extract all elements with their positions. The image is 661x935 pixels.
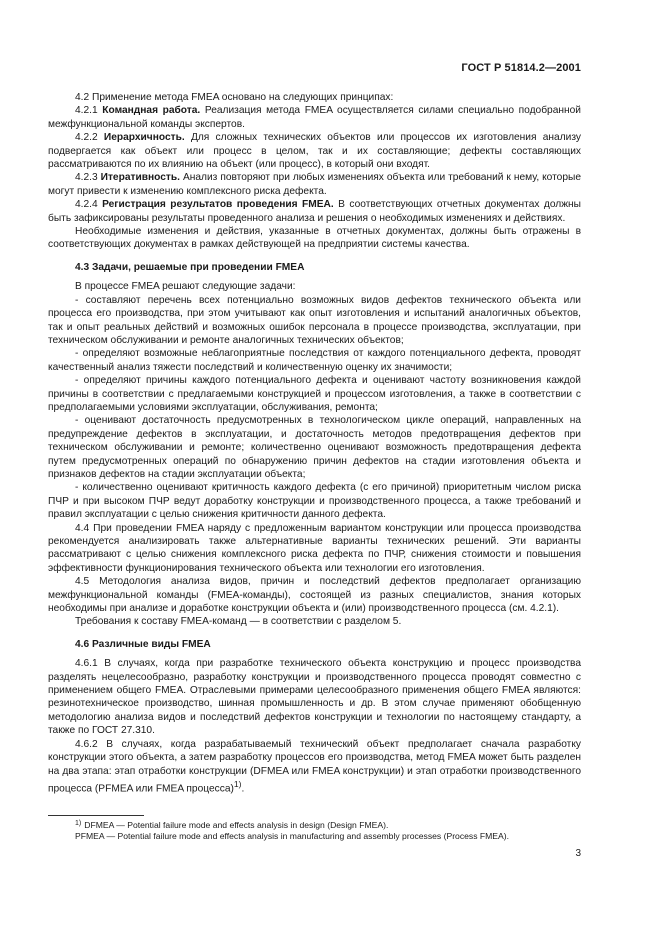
paragraph-text: Для сложных технических объектов или процессов их изготовления анализу подвергается как объект или процесс в целом, так и их составляющие; дефекты составляющих рассматриваются по их влиянию на объект (или процесс), в который они входят. [48, 132, 581, 171]
paragraph-number: 4.2.1 [75, 105, 103, 117]
paragraph-text: Реализация метода FMEA осуществляется силами специально подобранной межфункциональной команды экспертов. [48, 105, 581, 130]
footnote-divider [48, 815, 144, 816]
paragraph-4-2-4 [48, 198, 581, 225]
paragraph-4-2-4-continued: Необходимые изменения и действия, указанные в отчетных документах, должны быть отражены в соответствующих документах в рамках действующей на предприятии системы качества. [48, 226, 581, 251]
list-item: - количественно оценивают критичность каждого дефекта (с его причиной) приоритетным числом риска ПЧР и при высоком ПЧР ведут доработку конструкции и производственного процесса, а также требований и правил эксплуатации с целью снижения критичности данного дефекта. [48, 482, 581, 521]
footnote-text: DFMEA — Potential failure mode and effects analysis in design (Design FMEA). [84, 820, 389, 830]
list-item: - определяют причины каждого потенциального дефекта и оценивают частоту возникновения каждой причины в соответствии с предлагаемыми конструкцией и процессом изготовления, а также в соответствии с предполагаемыми условиями эксплуатации, обслуживания, ремонта; [48, 375, 581, 413]
paragraph-4-6-1: 4.6.1 В случаях, когда при разработке технического объекта конструкцию и процесс производства разделять нецелесообразно, разработку конструкции и производственного процесса проводят совместно с применением общего FMEA. Отраслевыми примерами целесообразного применения общего FMEA являются: резинотехническое производство, шинная промышленность и др. В этом случае применяют обобщенную методологию анализа видов и последствий дефектов конструкции и технологии по настоящему стандарту, а также по ГОСТ 27.310. [48, 658, 581, 737]
footnote-line-2: PFMEA — Potential failure mode and effects analysis in manufacturing and assembly processes (Process FMEA). [75, 831, 510, 841]
paragraph-term: Регистрация результатов проведения FMEA. [102, 199, 334, 211]
paragraph-number: 4.2.4 [75, 199, 103, 211]
section-4-3-title: 4.3 Задачи, решаемые при проведении FMEA [75, 261, 305, 273]
footnote-reference: 1) [233, 778, 242, 789]
paragraph-4-2-2 [48, 131, 581, 171]
list-item: - определяют возможные неблагоприятные последствия от каждого потенциального дефекта, проводят качественный анализ тяжести последствий и количественную оценку их значимости; [48, 348, 581, 373]
paragraph-number: 4.2.2 [75, 132, 104, 144]
section-4-3-intro: В процессе FMEA решают следующие задачи: [75, 281, 296, 293]
paragraph-term: Командная работа. [102, 105, 201, 117]
footnotes [48, 818, 581, 842]
paragraph-text: В соответствующих отчетных документах должны быть зафиксированы результаты проведенного анализа и решения о необходимых изменениях и действиях. [48, 199, 582, 224]
page-number: 3 [575, 848, 581, 859]
paragraph-text: 4.6.2 В случаях, когда разрабатываемый технический объект предполагает сначала разработку конструкции этого объекта, а затем разработку процессов его производства, метод FMEA может быть разделен на два этапа: этап отработки конструкции (DFMEA или FMEA конструкции) и этап отработки производственного процесса (PFMEA или FMEA процесса) [48, 738, 581, 795]
paragraph-4-2-3 [48, 171, 581, 198]
paragraph-text: Анализ повторяют при любых изменениях объекта или требований к нему, которые могут привести к изменению комплексного риска дефекта. [48, 172, 581, 197]
section-4-6-title: 4.6 Различные виды FMEA [75, 638, 211, 650]
paragraph-4-6-2 [48, 738, 581, 796]
document-body [48, 91, 581, 796]
paragraph-end: . [241, 783, 245, 795]
paragraph-term: Иерархичность. [103, 132, 185, 144]
paragraph-4-5-continued: Требования к составу FMEA-команд — в соответствии с разделом 5. [75, 616, 402, 628]
list-item: - составляют перечень всех потенциально возможных видов дефектов технического объекта или процесса его производства, при этом учитывают как опыт изготовления и испытаний аналогичных объектов, так и опыт реальных действий и возможных ошибок персонала в процессе производства, эксплуатации, при техническом обслуживании и ремонте аналогичных технических объектов; [48, 294, 581, 346]
paragraph-4-5: 4.5 Методология анализа видов, причин и последствий дефектов предполагает организацию межфункциональной команды (FMEA-команды), состоящей из разных специалистов, знания которых необходимы при анализе и доработке конструкции объекта и (или) производственного процесса (см. 4.2.1). [48, 576, 581, 615]
paragraph-number: 4.2.3 [75, 172, 101, 184]
paragraph-term: Итеративность. [100, 172, 180, 184]
paragraph-4-2-1 [48, 104, 581, 131]
footnote-marker: 1) [75, 820, 82, 827]
section-4-2-intro: 4.2 Применение метода FMEA основано на следующих принципах: [75, 92, 394, 103]
footnote-line-1 [48, 818, 581, 831]
document-header: ГОСТ Р 51814.2—2001 [461, 62, 581, 74]
list-item: - оценивают достаточность предусмотренных в технологическом цикле операций, направленных на предупреждение дефектов в эксплуатации, и достаточность методов предотвращения дефектов при техническом обслуживании и ремонте; количественно оценивают возможность предотвращения дефекта путем предусмотренных операций по обнаружению причин дефектов на стадии изготовления объекта и признаков дефектов на стадии эксплуатации объекта; [48, 415, 581, 480]
paragraph-4-4: 4.4 При проведении FMEA наряду с предложенным вариантом конструкции или процесса производства рекомендуется анализировать также альтернативные варианты технических решений. Эти варианты рассматривают с целью снижения комплексного риска дефекта по ПЧР, снижения стоимости и повышения эффективности функционирования технического объекта или технологии его изготовления. [48, 522, 581, 574]
